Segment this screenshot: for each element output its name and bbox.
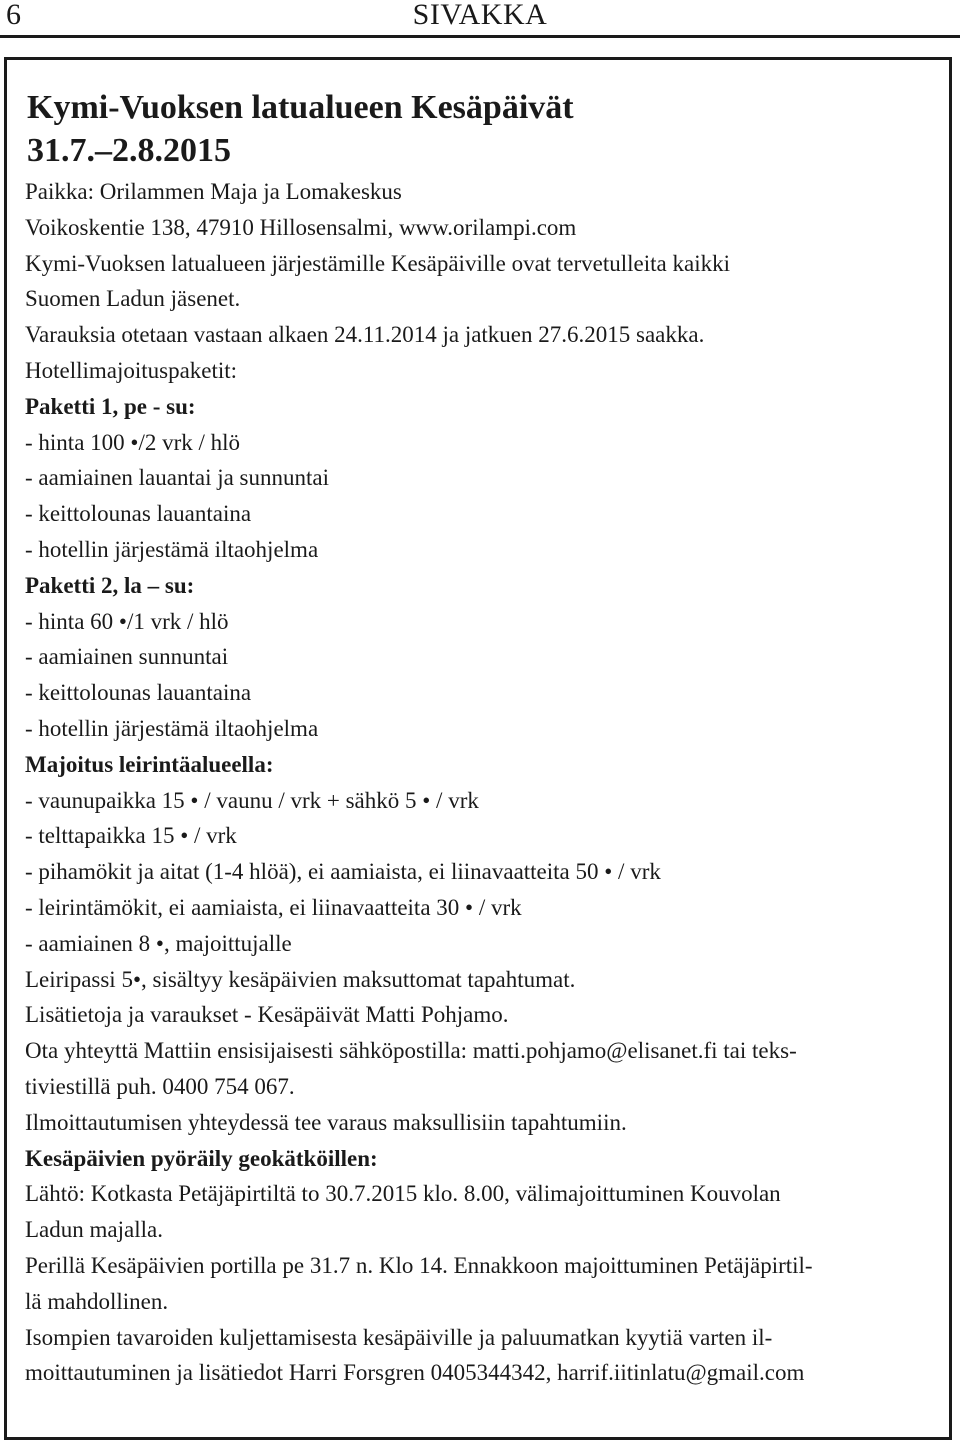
text-line: - hotellin järjestämä iltaohjelma [25, 715, 319, 741]
text-line: Leiripassi 5•, sisältyy kesäpäivien maksuttomat tapahtumat. [25, 966, 576, 992]
text-line: Lähtö: Kotkasta Petäjäpirtiltä to 30.7.2015 klo. 8.00, välimajoittuminen Kouvolan [25, 1181, 781, 1207]
text-line: Ladun majalla. [25, 1217, 163, 1243]
text-line: tiviestillä puh. 0400 754 067. [25, 1073, 295, 1099]
text-line: Kymi-Vuoksen latualueen järjestämille Kesäpäiville ovat tervetulleita kaikki [25, 250, 730, 276]
text-line: Varauksia otetaan vastaan alkaen 24.11.2014 ja jatkuen 27.6.2015 saakka. [25, 322, 705, 348]
text-line: Lisätietoja ja varaukset - Kesäpäivät Matti Pohjamo. [25, 1002, 509, 1028]
text-line: - telttapaikka 15 • / vrk [25, 823, 237, 849]
section-heading: Kesäpäivien pyöräily geokätköillen: [25, 1145, 378, 1171]
text-line: - hinta 60 •/1 vrk / hlö [25, 608, 229, 634]
text-line: - aamiainen sunnuntai [25, 644, 229, 670]
section-heading: Majoitus leirintäalueella: [25, 751, 274, 777]
text-line: Ilmoittautumisen yhteydessä tee varaus maksullisiin tapahtumiin. [25, 1109, 627, 1135]
header-rule [0, 35, 960, 38]
text-line: - aamiainen 8 •, majoittujalle [25, 930, 292, 956]
page-number: 6 [6, 0, 21, 31]
text-line: Paikka: Orilammen Maja ja Lomakeskus [25, 179, 402, 204]
title-line-1: Kymi-Vuoksen latualueen Kesäpäivät [27, 89, 574, 126]
text-line: Voikoskentie 138, 47910 Hillosensalmi, www.orilampi.com [25, 214, 577, 240]
text-line: - hinta 100 •/2 vrk / hlö [25, 429, 241, 455]
section-heading: Paketti 2, la – su: [25, 572, 195, 598]
text-line: Hotellimajoituspaketit: [25, 357, 238, 383]
section-heading: Paketti 1, pe - su: [25, 393, 196, 419]
text-line: - hotellin järjestämä iltaohjelma [25, 536, 319, 562]
text-line: - aamiainen lauantai ja sunnuntai [25, 465, 329, 491]
article-text [25, 174, 925, 1391]
text-line: lä mahdollinen. [25, 1288, 169, 1314]
text-line: Perillä Kesäpäivien portilla pe 31.7 n. Klo 14. Ennakkoon majoittuminen Petäjäpirtil- [25, 1252, 813, 1278]
publication-name: SIVAKKA [412, 0, 548, 31]
article-body [25, 86, 925, 1391]
text-line: Isompien tavaroiden kuljettamisesta kesäpäiville ja paluumatkan kyytiä varten il- [25, 1324, 773, 1350]
article-title [27, 86, 925, 172]
text-line: - pihamökit ja aitat (1-4 hlöä), ei aamiaista, ei liinavaatteita 50 • / vrk [25, 859, 661, 885]
text-line: Ota yhteyttä Mattiin ensisijaisesti sähköpostilla: matti.pohjamo@elisanet.fi tai teks- [25, 1038, 797, 1064]
title-line-2: 31.7.–2.8.2015 [27, 132, 231, 169]
text-line: - leirintämökit, ei aamiaista, ei liinavaatteita 30 • / vrk [25, 894, 522, 920]
text-line: Suomen Ladun jäsenet. [25, 286, 241, 312]
text-line: - vaunupaikka 15 • / vaunu / vrk + sähkö 5 • / vrk [25, 787, 479, 813]
text-line: - keittolounas lauantaina [25, 680, 252, 706]
text-line: moittautuminen ja lisätiedot Harri Forsgren 0405344342, harrif.iitinlatu@gmail.com [25, 1360, 805, 1386]
text-line: - keittolounas lauantaina [25, 501, 252, 527]
